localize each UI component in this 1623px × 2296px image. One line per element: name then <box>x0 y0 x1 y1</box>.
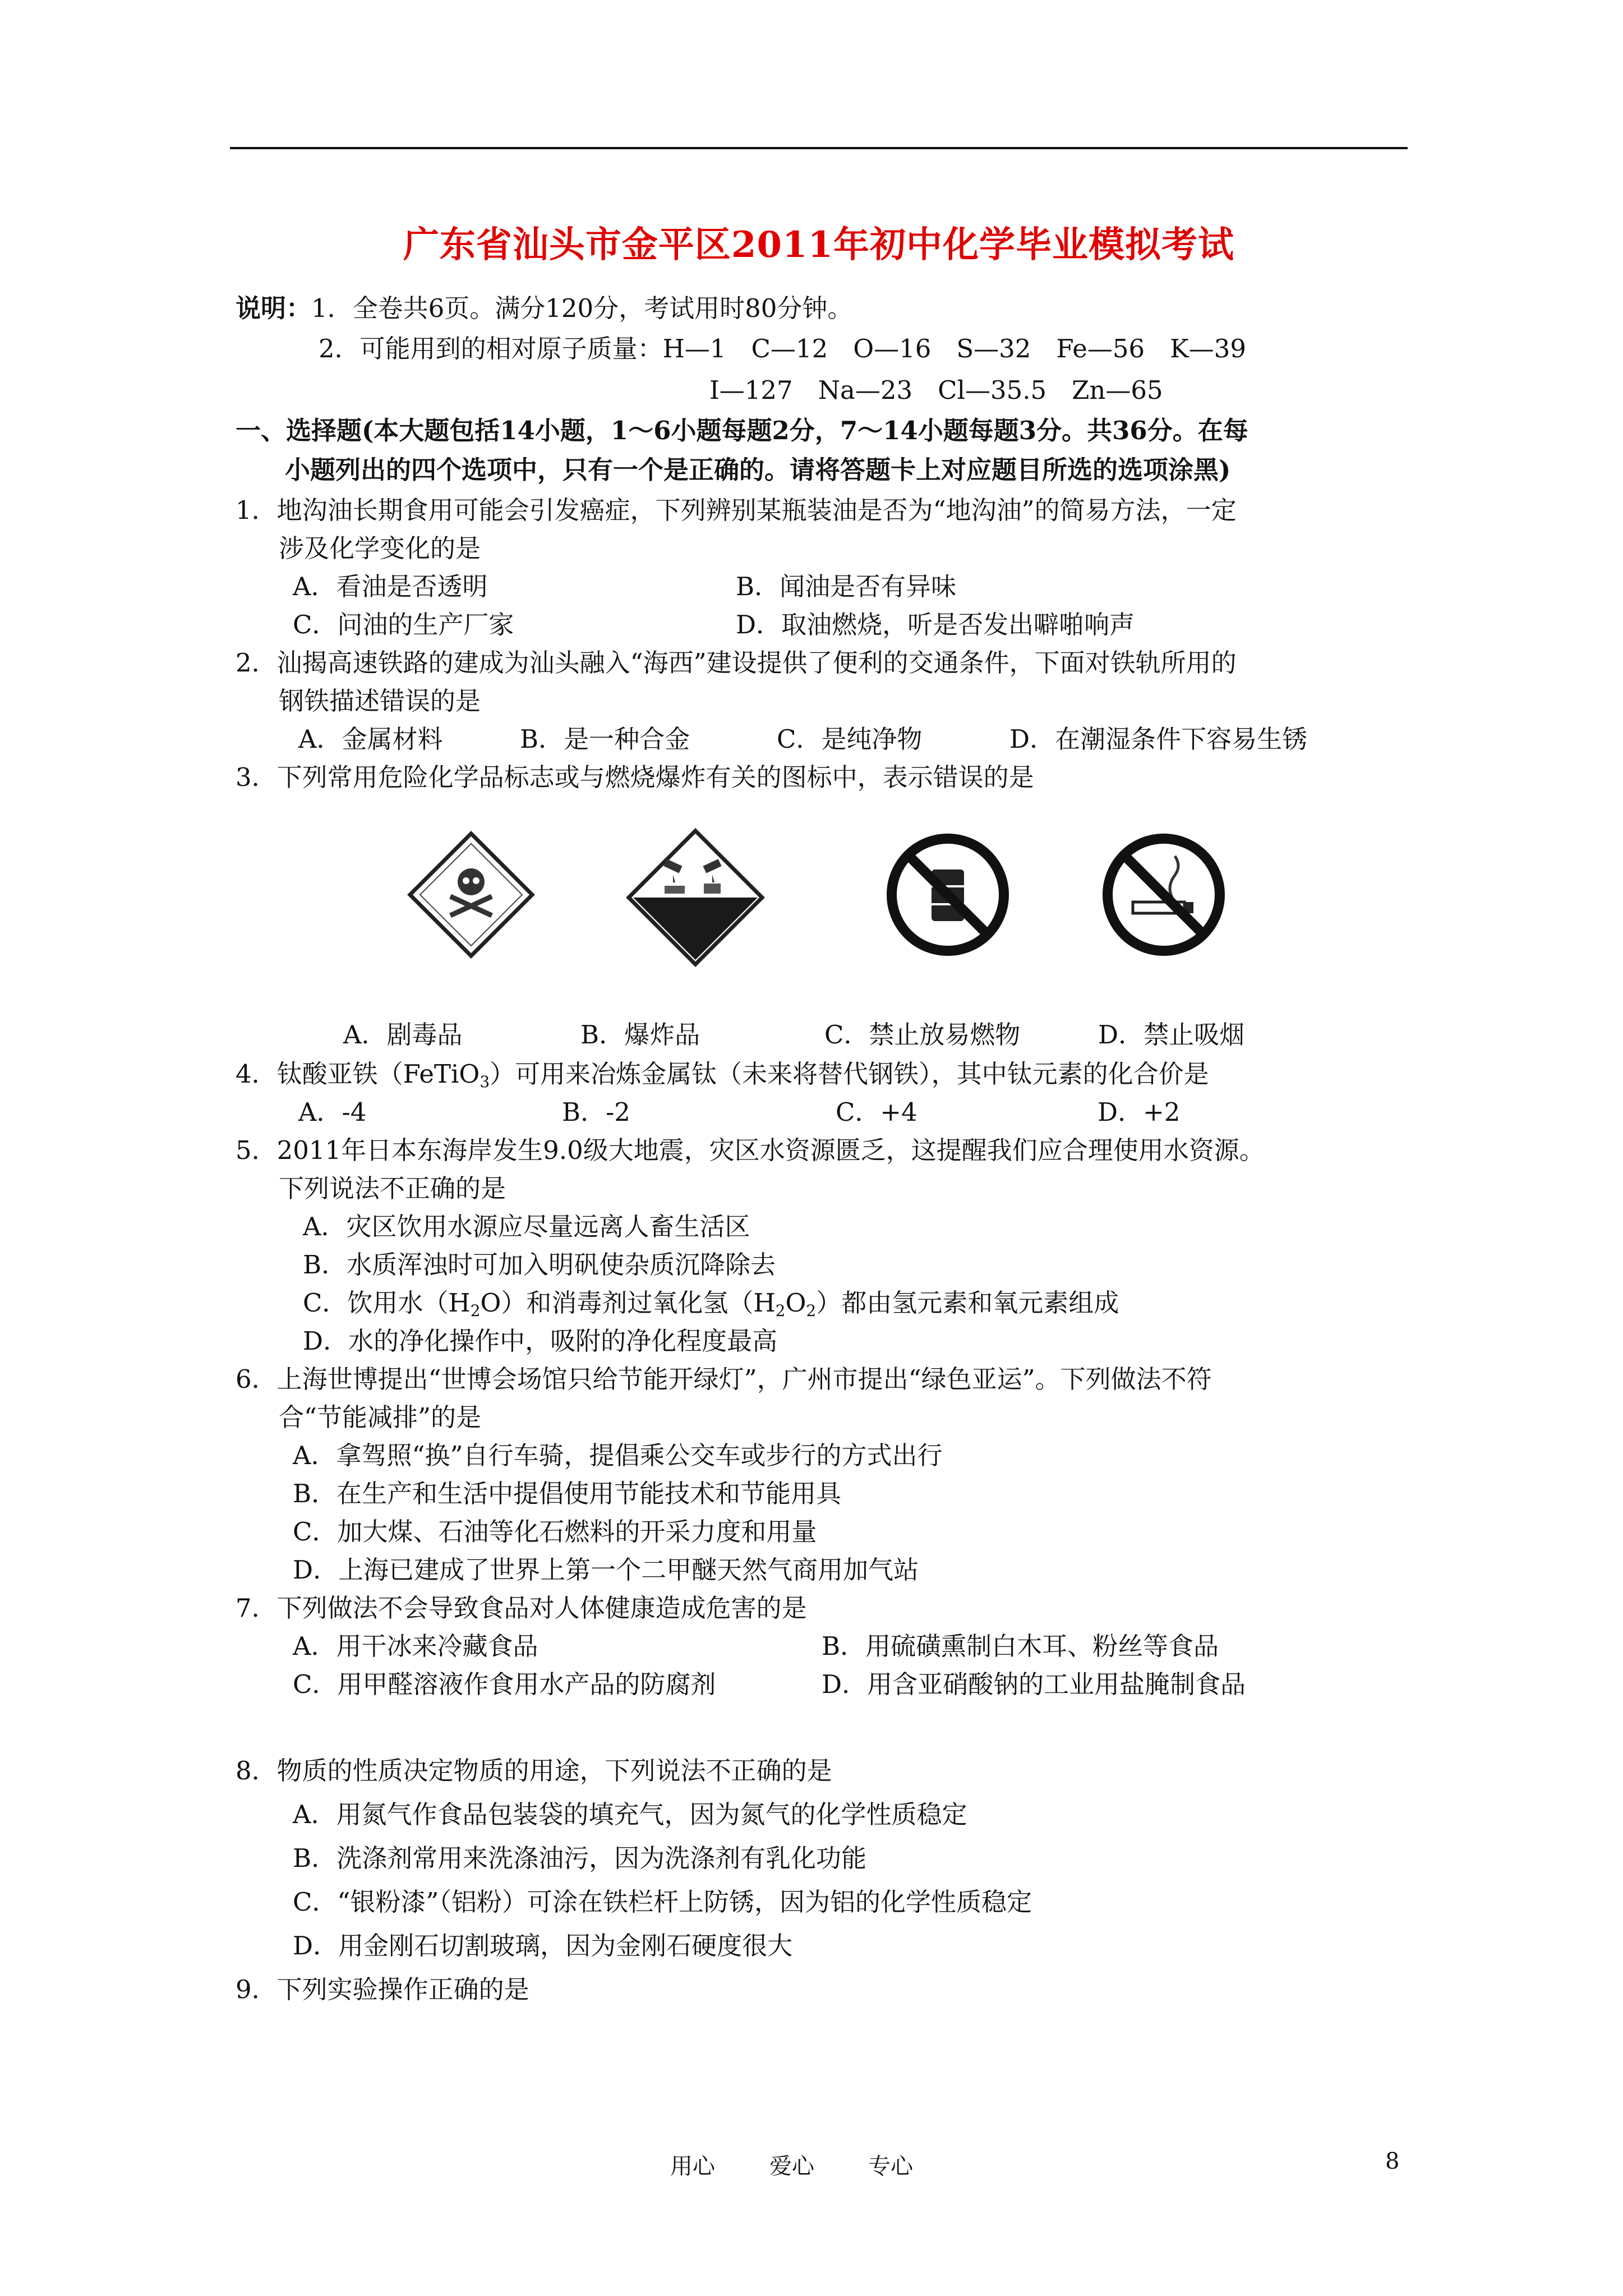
q2-option-a: A．金属材料 <box>298 724 443 754</box>
q4-stem-pre: 4．钛酸亚铁（FeTiO <box>236 1059 480 1089</box>
q1-stem-1: 1．地沟油长期食用可能会引发癌症，下列辨别某瓶装油是否为“地沟油”的简易方法，一定 <box>236 495 1237 525</box>
q8-option-b: B．洗涤剂常用来洗涤油污，因为洗涤剂有乳化功能 <box>293 1843 867 1873</box>
footer-motto-2: 爱心 <box>769 2154 814 2179</box>
q2-option-d: D．在潮湿条件下容易生锈 <box>1009 724 1308 754</box>
q2-option-b: B．是一种合金 <box>520 724 690 754</box>
q5-c-post: ）都由氢元素和氧元素组成 <box>816 1288 1119 1318</box>
no-smoking-icon <box>1099 830 1228 959</box>
q4-option-b: B．-2 <box>562 1097 630 1127</box>
q4-option-a: A．-4 <box>298 1097 367 1127</box>
q5-c-sub-2: 2 <box>775 1301 786 1320</box>
q1-option-d: D．取油燃烧，听是否发出噼啪响声 <box>736 610 1135 639</box>
q8-option-a: A．用氮气作食品包装袋的填充气，因为氮气的化学性质稳定 <box>293 1800 967 1829</box>
footer-motto-3: 专心 <box>868 2154 913 2179</box>
q3-stem: 3．下列常用危险化学品标志或与燃烧爆炸有关的图标中，表示错误的是 <box>236 762 1034 792</box>
q2-option-c: C．是纯净物 <box>777 724 923 754</box>
section-header-line-1: 一、选择题(本大题包括14小题，1～6小题每题2分，7～14小题每题3分。共36分。在每 <box>236 416 1248 445</box>
q4-stem <box>236 1057 1209 1099</box>
q1-option-b: B．闻油是否有异味 <box>736 572 957 601</box>
q4-option-c: C．+4 <box>836 1097 917 1127</box>
q5-c-sub-3: 2 <box>806 1301 817 1320</box>
q7-stem: 7．下列做法不会导致食品对人体健康造成危害的是 <box>236 1593 807 1623</box>
q8-stem: 8．物质的性质决定物质的用途，下列说法不正确的是 <box>236 1756 832 1786</box>
no-oil-drum-icon <box>883 830 1012 959</box>
q5-c-mid: O）和消毒剂过氧化氢（H <box>480 1288 776 1318</box>
q5-option-c <box>303 1286 1119 1328</box>
q6-option-d: D．上海已建成了世界上第一个二甲醚天然气商用加气站 <box>293 1555 919 1585</box>
q6-option-c: C．加大煤、石油等化石燃料的开采力度和用量 <box>293 1517 817 1547</box>
q1-option-a: A．看油是否透明 <box>293 572 488 601</box>
q5-c-mid-2: O <box>785 1288 806 1318</box>
q6-option-b: B．在生产和生活中提倡使用节能技术和节能用具 <box>293 1479 842 1508</box>
q4-stem-subscript: 3 <box>479 1073 490 1091</box>
q3-option-c: C．禁止放易燃物 <box>824 1020 1021 1050</box>
q6-stem-1: 6．上海世博提出“世博会场馆只给节能开绿灯”，广州市提出“绿色亚运”。下列做法不符 <box>236 1364 1212 1394</box>
notes-line-2: 2．可能用到的相对原子质量：H—1 C—12 O—16 S—32 Fe—56 K—39 <box>319 334 1246 364</box>
notes-line-3: I—127 Na—23 Cl—35.5 Zn—65 <box>709 375 1163 405</box>
notes-line-1 <box>236 292 852 325</box>
section-header-line-2: 小题列出的四个选项中，只有一个是正确的。请将答题卡上对应题目所选的选项涂黑) <box>285 455 1231 485</box>
q9-stem: 9．下列实验操作正确的是 <box>236 1975 529 2004</box>
q4-stem-post: ）可用来冶炼金属钛（未来将替代钢铁），其中钛元素的化合价是 <box>490 1059 1209 1089</box>
q7-option-c: C．用甲醛溶液作食用水产品的防腐剂 <box>293 1669 716 1699</box>
q8-option-c: C．“银粉漆”（铝粉）可涂在铁栏杆上防锈，因为铝的化学性质稳定 <box>293 1887 1032 1917</box>
q5-option-b: B．水质浑浊时可加入明矾使杂质沉降除去 <box>303 1250 776 1280</box>
q3-option-a: A．剧毒品 <box>343 1020 463 1050</box>
q6-stem-2: 合“节能减排”的是 <box>279 1402 482 1432</box>
q5-c-pre: C．饮用水（H <box>303 1288 471 1318</box>
q5-option-a: A．灾区饮用水源应尽量远离人畜生活区 <box>303 1212 750 1241</box>
header-rule <box>230 147 1408 149</box>
q4-option-d: D．+2 <box>1098 1097 1181 1127</box>
q1-option-c: C．问油的生产厂家 <box>293 610 514 639</box>
q5-stem-1: 5．2011年日本东海岸发生9.0级大地震，灾区水资源匮乏，这提醒我们应合理使用水资源。 <box>236 1135 1265 1165</box>
q1-stem-2: 涉及化学变化的是 <box>279 533 481 563</box>
q5-stem-2: 下列说法不正确的是 <box>279 1174 506 1203</box>
q8-option-d: D．用金刚石切割玻璃，因为金刚石硬度很大 <box>293 1931 793 1961</box>
q5-option-d: D．水的净化操作中，吸附的净化程度最高 <box>303 1326 778 1356</box>
q6-option-a: A．拿驾照“换”自行车骑，提倡乘公交车或步行的方式出行 <box>293 1441 943 1470</box>
q2-stem-1: 2．汕揭高速铁路的建成为汕头融入“海西”建设提供了便利的交通条件，下面对铁轨所用的 <box>236 648 1237 678</box>
poison-diamond-icon <box>407 830 536 959</box>
exam-title: 广东省汕头市金平区2011年初中化学毕业模拟考试 <box>403 224 1235 266</box>
q7-option-a: A．用干冰来冷藏食品 <box>293 1631 538 1661</box>
q2-stem-2: 钢铁描述错误的是 <box>279 686 481 716</box>
q7-option-d: D．用含亚硝酸钠的工业用盐腌制食品 <box>822 1669 1246 1699</box>
page-number: 8 <box>1385 2148 1400 2174</box>
notes-text-1: 1．全卷共6页。满分120分，考试用时80分钟。 <box>311 293 853 323</box>
q7-option-b: B．用硫磺熏制白木耳、粉丝等食品 <box>822 1631 1219 1661</box>
corrosive-diamond-icon <box>625 827 766 968</box>
q5-c-sub-1: 2 <box>470 1301 481 1320</box>
footer-motto-1: 用心 <box>670 2154 715 2179</box>
q3-option-b: B．爆炸品 <box>580 1020 700 1050</box>
q3-option-d: D．禁止吸烟 <box>1098 1020 1245 1050</box>
notes-label: 说明： <box>236 293 312 323</box>
